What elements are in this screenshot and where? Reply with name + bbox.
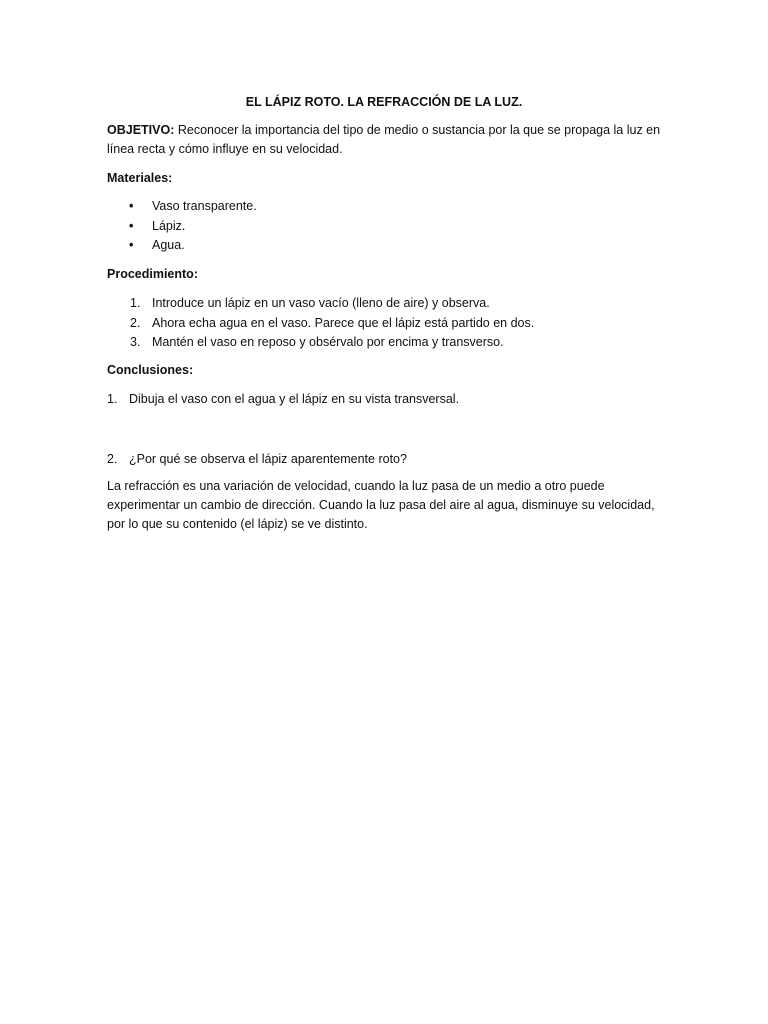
list-item bbox=[107, 197, 667, 217]
objective-paragraph bbox=[107, 121, 667, 159]
objective-line-2: línea recta y cómo influye en su velocidad. bbox=[107, 142, 343, 156]
procedure-heading: Procedimiento: bbox=[107, 267, 198, 281]
objective-text-1: Reconocer la importancia del tipo de medio o sustancia por la que se propaga la luz en bbox=[174, 123, 661, 137]
bullet-icon: • bbox=[129, 199, 134, 213]
question-text: Dibuja el vaso con el agua y el lápiz en su vista transversal. bbox=[129, 392, 460, 406]
conclusions-heading: Conclusiones: bbox=[107, 363, 194, 377]
step-text: Mantén el vaso en reposo y obsérvalo por encima y transverso. bbox=[152, 335, 504, 349]
material-item-text: Agua. bbox=[152, 238, 185, 252]
objective-label: OBJETIVO: bbox=[107, 123, 175, 137]
answer-line-1: La refracción es una variación de velocidad, cuando la luz pasa de un medio a otro puede bbox=[107, 479, 605, 493]
step-text: Introduce un lápiz en un vaso vacío (lleno de aire) y observa. bbox=[152, 296, 490, 310]
list-item bbox=[107, 217, 667, 237]
document-title: EL LÁPIZ ROTO. LA REFRACCIÓN DE LA LUZ. bbox=[245, 95, 523, 109]
answer-line-2: experimentar un cambio de dirección. Cuando la luz pasa del aire al agua, disminuye su velocidad, bbox=[107, 498, 655, 512]
bullet-icon: • bbox=[129, 218, 134, 233]
list-item bbox=[107, 314, 667, 334]
answer-line-3: por lo que su contenido (el lápiz) se ve distinto. bbox=[107, 517, 368, 531]
list-item bbox=[107, 333, 667, 353]
question-text: ¿Por qué se observa el lápiz aparentemente roto? bbox=[129, 452, 407, 466]
bullet-icon: • bbox=[129, 238, 134, 252]
answer-paragraph bbox=[107, 477, 677, 534]
objective-line-1 bbox=[107, 121, 667, 140]
step-number: 2. bbox=[130, 315, 141, 330]
step-number: 3. bbox=[130, 335, 141, 349]
procedure-list bbox=[107, 294, 667, 353]
list-item bbox=[107, 236, 667, 256]
materials-list bbox=[107, 197, 667, 256]
step-number: 1. bbox=[130, 296, 141, 310]
material-item-text: Vaso transparente. bbox=[152, 199, 257, 213]
question-number: 2. bbox=[107, 452, 118, 466]
question-number: 1. bbox=[107, 392, 118, 406]
list-item bbox=[107, 294, 667, 314]
step-text: Ahora echa agua en el vaso. Parece que el lápiz está partido en dos. bbox=[152, 315, 535, 330]
material-item-text: Lápiz. bbox=[152, 218, 186, 233]
materials-heading: Materiales: bbox=[107, 171, 173, 185]
